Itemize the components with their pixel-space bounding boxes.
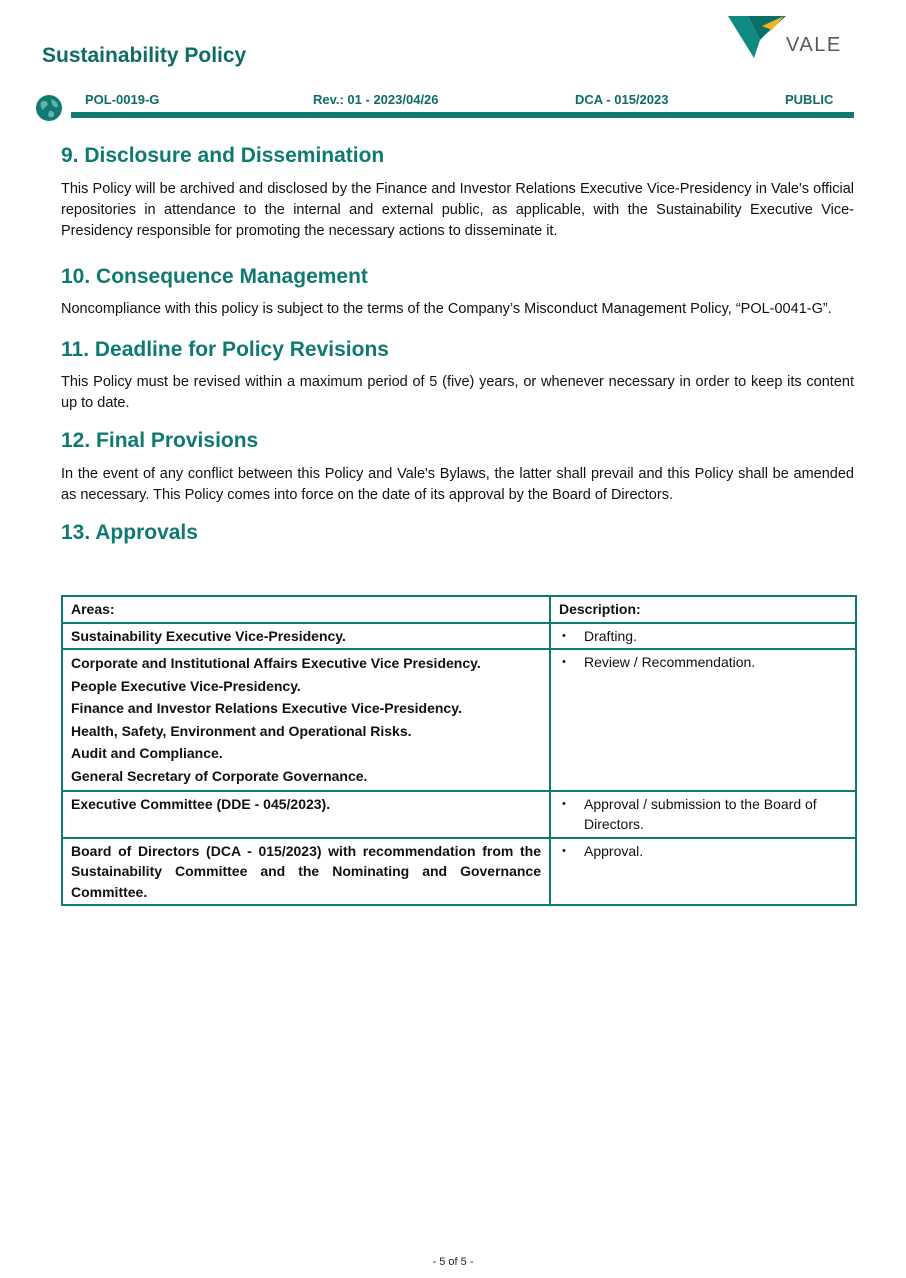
description-text: Drafting. [584,627,637,644]
section-revision-deadline [61,336,854,414]
column-header-areas: Areas: [62,596,550,623]
areas-cell [62,791,550,838]
description-text: Approval. [584,842,644,859]
vale-v-icon [726,14,786,60]
description-text: Approval / submission to the Board of Directors. [584,795,817,833]
section-disclosure [61,142,854,242]
area-name: Sustainability Executive Vice-Presidency. [71,627,346,644]
document-body [61,142,854,547]
areas-cell [62,623,550,650]
classification-label: PUBLIC [785,92,834,107]
bullet-icon: • [562,656,566,668]
section-heading: 13. Approvals [61,521,198,544]
areas-cell [62,649,550,791]
section-paragraph: Noncompliance with this policy is subject to the terms of the Company’s Misconduct Management Policy, “POL-0041-G”. [61,301,832,317]
section-heading: 9. Disclosure and Dissemination [61,144,385,167]
section-heading: 12. Final Provisions [61,429,259,452]
document-code: POL-0019-G [85,92,160,107]
bullet-icon: • [562,629,566,642]
section-consequence-management [61,263,854,321]
area-name: Audit and Compliance. [71,745,223,762]
section-paragraph: In the event of any conflict between this Policy and Vale's Bylaws, the latter shall prevail and this Policy shall be amended as necessary. This Policy comes into force on the date of its approval by the Board of Directors. [61,466,854,503]
area-name: Executive Committee (DDE - 045/2023). [71,795,331,812]
logo-wordmark: VALE [786,34,842,56]
approvals-table [61,595,857,906]
document-revision: Rev.: 01 - 2023/04/26 [313,92,439,107]
approval-reference: DCA - 015/2023 [575,92,669,107]
section-final-provisions [61,427,854,506]
table-header-row [62,596,856,623]
area-name: Board of Directors (DCA - 015/2023) with recommendation from the Sustainability Committee and the Nominating and Governance Committee. [71,842,541,900]
area-name: Corporate and Institutional Affairs Executive Vice Presidency. [71,655,481,671]
section-paragraph: This Policy will be archived and disclosed by the Finance and Investor Relations Executive Vice-Presidency in Vale's official repositories in attendance to the internal and external public, as applicable, with the Sustainability Executive Vice-Presidency responsible for promoting the necessary actions to disseminate it. [61,181,854,239]
table-row [62,791,856,838]
page-number: - 5 of 5 - [432,1256,474,1268]
section-heading: 10. Consequence Management [61,265,368,288]
area-name: People Executive Vice-Presidency. [71,677,301,694]
vale-logo [726,14,844,62]
column-header-description: Description: [550,596,856,623]
bullet-icon: • [562,844,566,857]
description-text: Review / Recommendation. [584,654,756,670]
header-divider [71,112,854,118]
description-cell [550,838,856,906]
area-name: Finance and Investor Relations Executive Vice-Presidency. [71,700,462,717]
table-row [62,623,856,650]
table-row [62,649,856,791]
area-name: General Secretary of Corporate Governance. [71,767,368,784]
description-cell [550,791,856,838]
description-cell [550,623,856,650]
section-approvals [61,519,854,547]
bullet-icon: • [562,797,566,810]
document-title: Sustainability Policy [42,44,247,67]
globe-icon [35,94,63,122]
description-cell [550,649,856,791]
area-name: Health, Safety, Environment and Operational Risks. [71,722,412,739]
table-row [62,838,856,906]
section-heading: 11. Deadline for Policy Revisions [61,338,389,361]
section-paragraph: This Policy must be revised within a maximum period of 5 (five) years, or whenever necessary in order to keep its content up to date. [61,374,854,411]
areas-cell [62,838,550,906]
